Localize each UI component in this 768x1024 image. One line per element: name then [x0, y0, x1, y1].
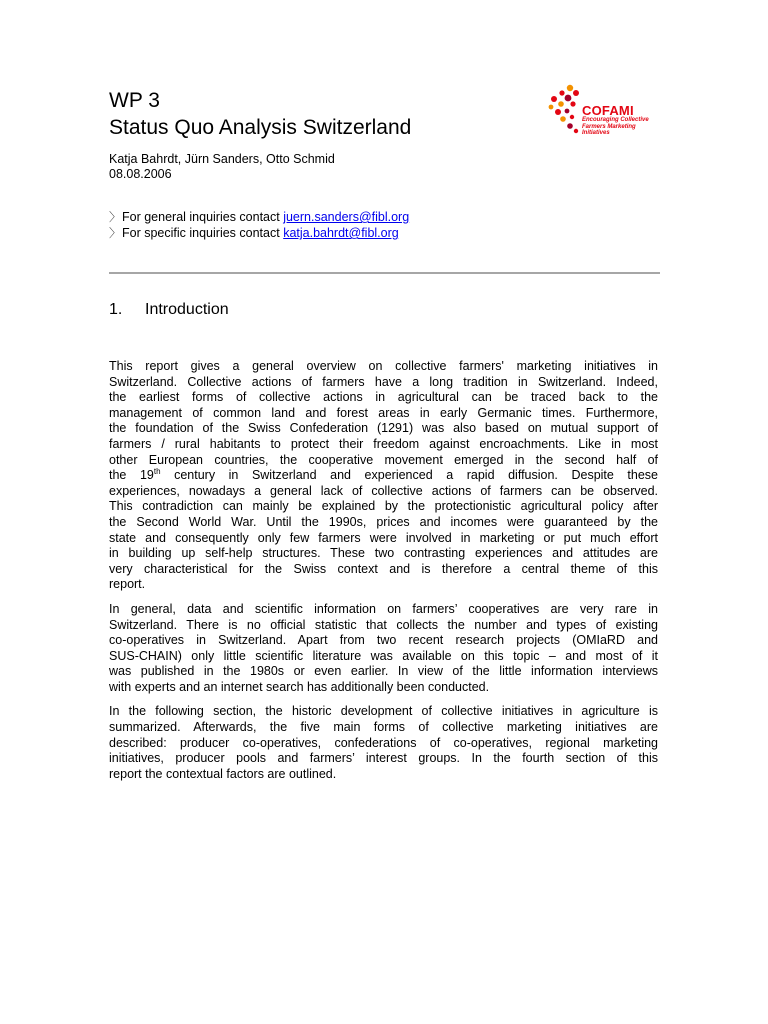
text-segment: century in Switzerland and experienced a rapid diffusion. Despite these — [160, 468, 658, 483]
text-line: with experts and an internet search has additionally been conducted. — [109, 679, 490, 694]
text-line: very characteristical for the Swiss context and is therefore a central theme of this — [109, 561, 658, 576]
logo-text — [582, 104, 663, 137]
text-line: was published in the 1980s or even earlier. In view of the little information interviews — [109, 664, 658, 679]
text-line: report. — [109, 577, 146, 592]
text-line: state and consequently only few farmers were involved in marketing or put much effort — [109, 530, 658, 545]
paragraph-1 — [109, 359, 658, 593]
contact-label: For specific inquiries contact — [122, 226, 284, 240]
authors: Katja Bahrdt, Jürn Sanders, Otto Schmid — [109, 152, 335, 166]
text-line: Switzerland. There is no official statistic that collects the number and types of existing — [109, 617, 658, 632]
text-line: management of common land and forest areas in early Germanic times. Furthermore, — [109, 405, 658, 420]
superscript: th — [153, 467, 161, 477]
document-date: 08.08.2006 — [109, 166, 172, 181]
text-line: This report gives a general overview on collective farmers' marketing initiatives in — [109, 359, 658, 373]
text-line: This contradiction can mainly be explained by the protectionistic agricultural policy after — [109, 499, 658, 514]
title-line-2: Status Quo Analysis Switzerland — [109, 116, 412, 139]
author-block — [109, 152, 335, 181]
contact-list — [109, 209, 409, 241]
text-line: farmers / rural habitants to protect their freedom against encroachments. Like in most — [109, 436, 658, 451]
text-line: initiatives, producer pools and farmers’ interest groups. In the fourth section of this — [109, 751, 658, 766]
contact-item-general — [109, 209, 409, 225]
contact-item-specific — [109, 225, 409, 241]
text-line: summarized. Afterwards, the five main forms of collective marketing initiatives are — [109, 720, 658, 735]
section-number: 1. — [109, 301, 123, 318]
paragraph-2 — [109, 602, 658, 696]
document-title — [109, 87, 411, 141]
text-line: SUS-CHAIN) only little scientific literature was available on this topic – and most of it — [109, 648, 658, 663]
text-line: co-operatives in Switzerland. Apart from two recent research projects (OMIaRD and — [109, 633, 658, 648]
text-line: Switzerland. Collective actions of farmers have a long tradition in Switzerland. Indeed, — [109, 374, 658, 389]
cofami-logo — [548, 84, 663, 138]
body-text — [109, 359, 658, 791]
text-line: experiences, nowadays a general lack of collective actions of farmers can be observed. — [109, 483, 658, 498]
text-line: the Second World War. Until the 1990s, prices and incomes were guaranteed by the — [109, 514, 658, 529]
email-link-general[interactable]: juern.sanders@fibl.org — [283, 210, 410, 224]
contact-label: For general inquiries contact — [122, 210, 284, 224]
text-line: in building up self-help structures. These two contrasting experiences and attitudes are — [109, 546, 658, 561]
text-line: In the following section, the historic development of collective initiatives in agriculture is — [109, 704, 658, 719]
text-line: the earliest forms of collective actions in agricultural can be traced back to the — [109, 390, 658, 405]
text-line: report the contextual factors are outlined. — [109, 766, 337, 781]
text-segment: the 19 — [109, 468, 154, 483]
logo-tagline-1: Encouraging Collective — [582, 117, 649, 123]
section-heading — [109, 300, 229, 320]
text-line: other European countries, the cooperative movement emerged in the second half of — [109, 452, 658, 467]
bullet-icon: 〉 — [109, 210, 122, 224]
logo-tagline-2: Farmers Marketing Initiatives — [582, 123, 636, 136]
text-line: In general, data and scientific information on farmers’ cooperatives are very rare in — [109, 601, 658, 616]
horizontal-divider — [109, 272, 660, 274]
text-line: described: producer co-operatives, confederations of co-operatives, regional marketing — [109, 735, 658, 750]
title-line-1: WP 3 — [109, 89, 160, 112]
bullet-icon: 〉 — [109, 226, 122, 240]
logo-name: COFAMI — [582, 103, 634, 118]
text-line: the foundation of the Swiss Confederation (1291) was also based on mutual support of — [109, 421, 658, 436]
section-title: Introduction — [145, 301, 229, 318]
text-line-with-superscript — [109, 468, 658, 484]
paragraph-3 — [109, 704, 658, 782]
email-link-specific[interactable]: katja.bahrdt@fibl.org — [283, 226, 399, 240]
